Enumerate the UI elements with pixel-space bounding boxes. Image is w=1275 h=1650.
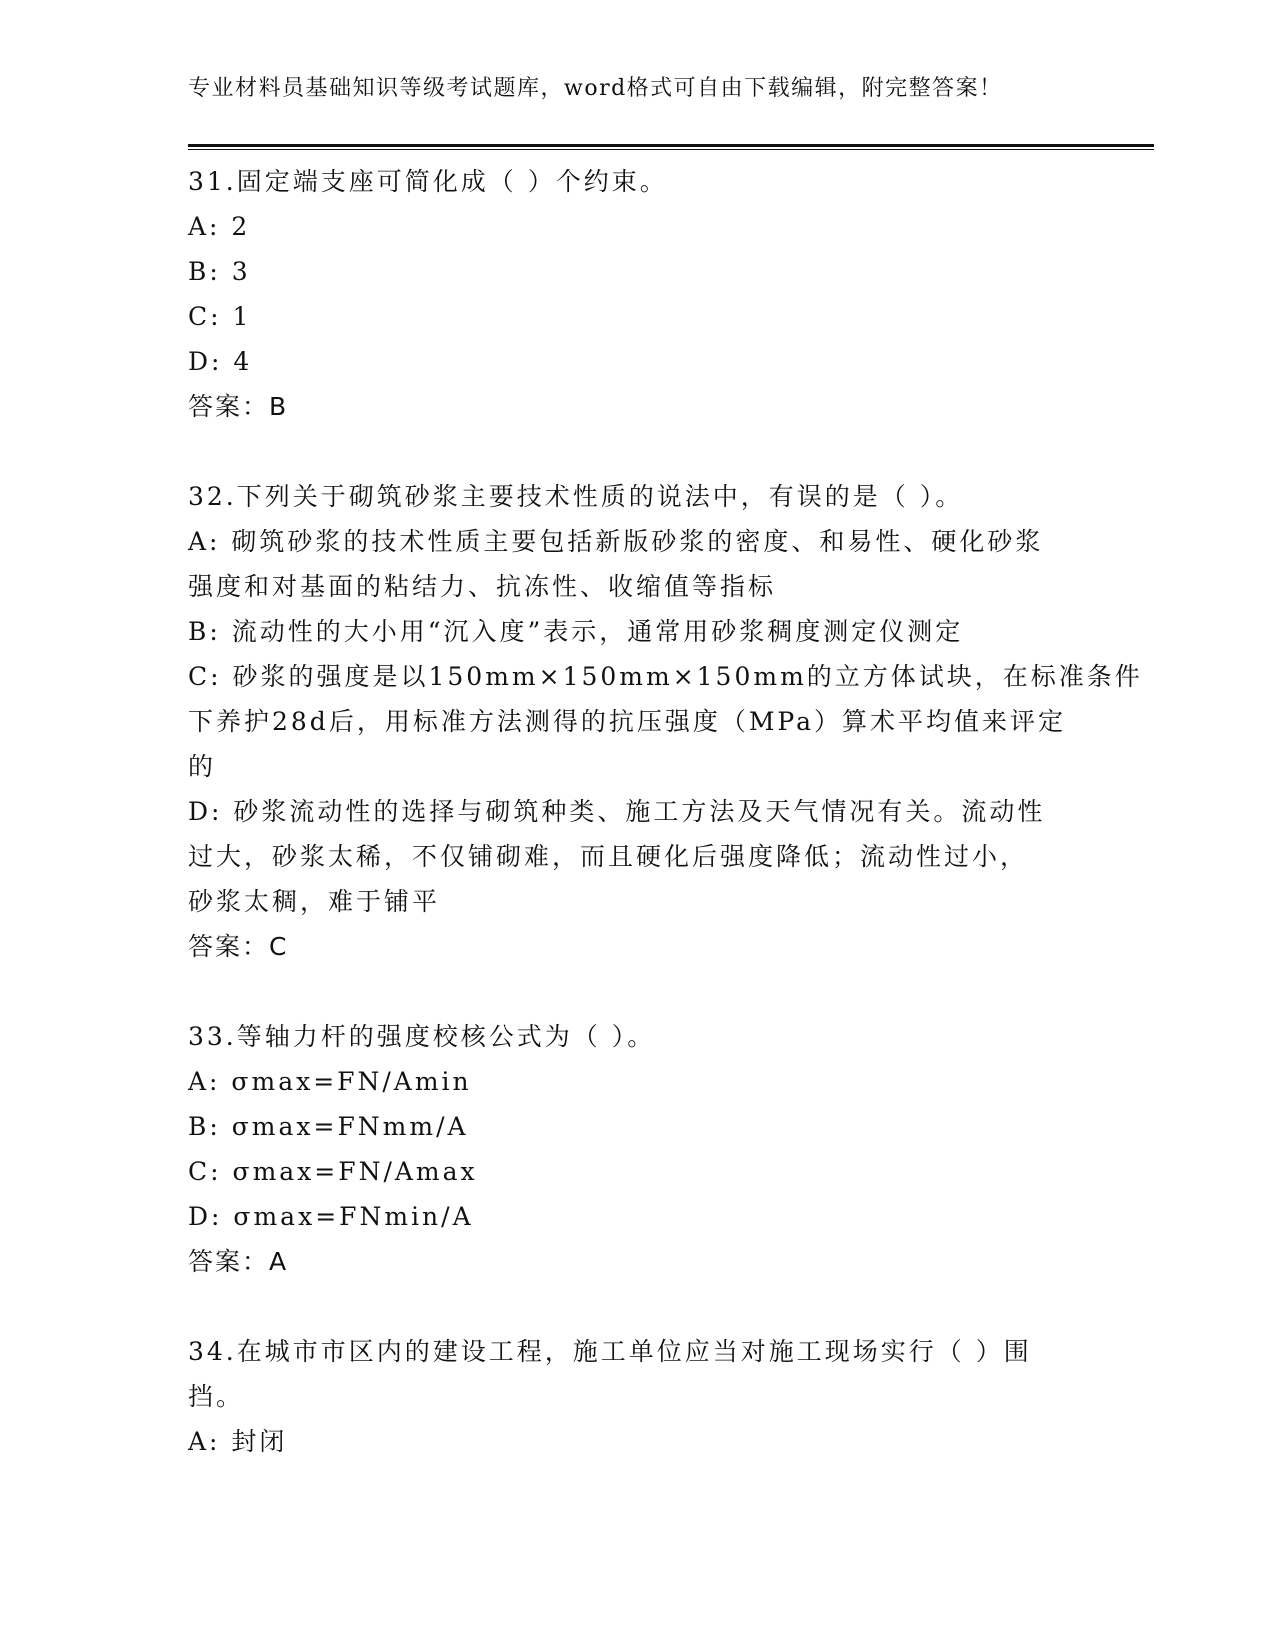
page-header: 专业材料员基础知识等级考试题库，word格式可自由下载编辑，附完整答案！ (188, 76, 1003, 101)
question-spacer (188, 969, 1078, 1014)
option-text: C: σmax=FN/Amax (188, 1157, 478, 1186)
option-text: 下养护28d后，用标准方法测得的抗压强度（MPa）算术平均值来评定 (188, 707, 1067, 736)
header-rule-thin (188, 149, 1154, 150)
question-spacer (188, 1284, 1078, 1329)
option (188, 1104, 1078, 1149)
answer-label: 答案：A (188, 1247, 289, 1276)
option-text: 的 (188, 752, 217, 781)
header-rule-thick (188, 144, 1154, 147)
question-text: 33.等轴力杆的强度校核公式为（ ）。 (188, 1022, 656, 1051)
option-text: B: 流动性的大小用“沉入度”表示，通常用砂浆稠度测定仪测定 (188, 617, 964, 646)
option (188, 249, 1078, 294)
question-text: 31.固定端支座可简化成（ ）个约束。 (188, 167, 668, 196)
question-text: 32.下列关于砌筑砂浆主要技术性质的说法中，有误的是（ ）。 (188, 482, 964, 511)
question-list (188, 159, 1143, 1464)
answer-label: 答案：B (188, 392, 289, 421)
option-text: B: σmax=FNmm/A (188, 1112, 469, 1141)
option-text: A: 砌筑砂浆的技术性质主要包括新版砂浆的密度、和易性、硬化砂浆 (188, 527, 1044, 556)
option-text: C: 砂浆的强度是以150mm×150mm×150mm的立方体试块，在标准条件 (188, 662, 1143, 691)
question-block (188, 474, 1143, 969)
option-text: D: 砂浆流动性的选择与砌筑种类、施工方法及天气情况有关。流动性 (188, 797, 1046, 826)
option (188, 1194, 1078, 1239)
question-block (188, 159, 1078, 429)
question-block (188, 1014, 1078, 1284)
option-text: 过大，砂浆太稀，不仅铺砌难，而且硬化后强度降低；流动性过小， (188, 842, 1029, 871)
option-text: 砂浆太稠，难于铺平 (188, 887, 441, 916)
option-text: A: σmax=FN/Amin (188, 1067, 472, 1096)
option (188, 789, 1078, 924)
question-text: 挡。 (188, 1382, 245, 1411)
option (188, 1059, 1078, 1104)
option-text: D: σmax=FNmin/A (188, 1202, 474, 1231)
option-text: A: 2 (188, 212, 251, 241)
option (188, 204, 1078, 249)
option (188, 609, 1078, 654)
question-block (188, 1329, 1078, 1464)
option (188, 654, 1143, 789)
option (188, 1419, 1078, 1464)
option-text: D: 4 (188, 347, 253, 376)
option-text: 强度和对基面的粘结力、抗冻性、收缩值等指标 (188, 572, 777, 601)
option-text: C: 1 (188, 302, 252, 331)
option-text: A: 封闭 (188, 1427, 288, 1456)
answer-label: 答案：C (188, 932, 289, 961)
question-spacer (188, 429, 1078, 474)
option (188, 519, 1078, 609)
option (188, 294, 1078, 339)
option (188, 339, 1078, 384)
option-text: B: 3 (188, 257, 251, 286)
option (188, 1149, 1078, 1194)
question-text: 34.在城市市区内的建设工程，施工单位应当对施工现场实行（ ）围 (188, 1337, 1032, 1366)
